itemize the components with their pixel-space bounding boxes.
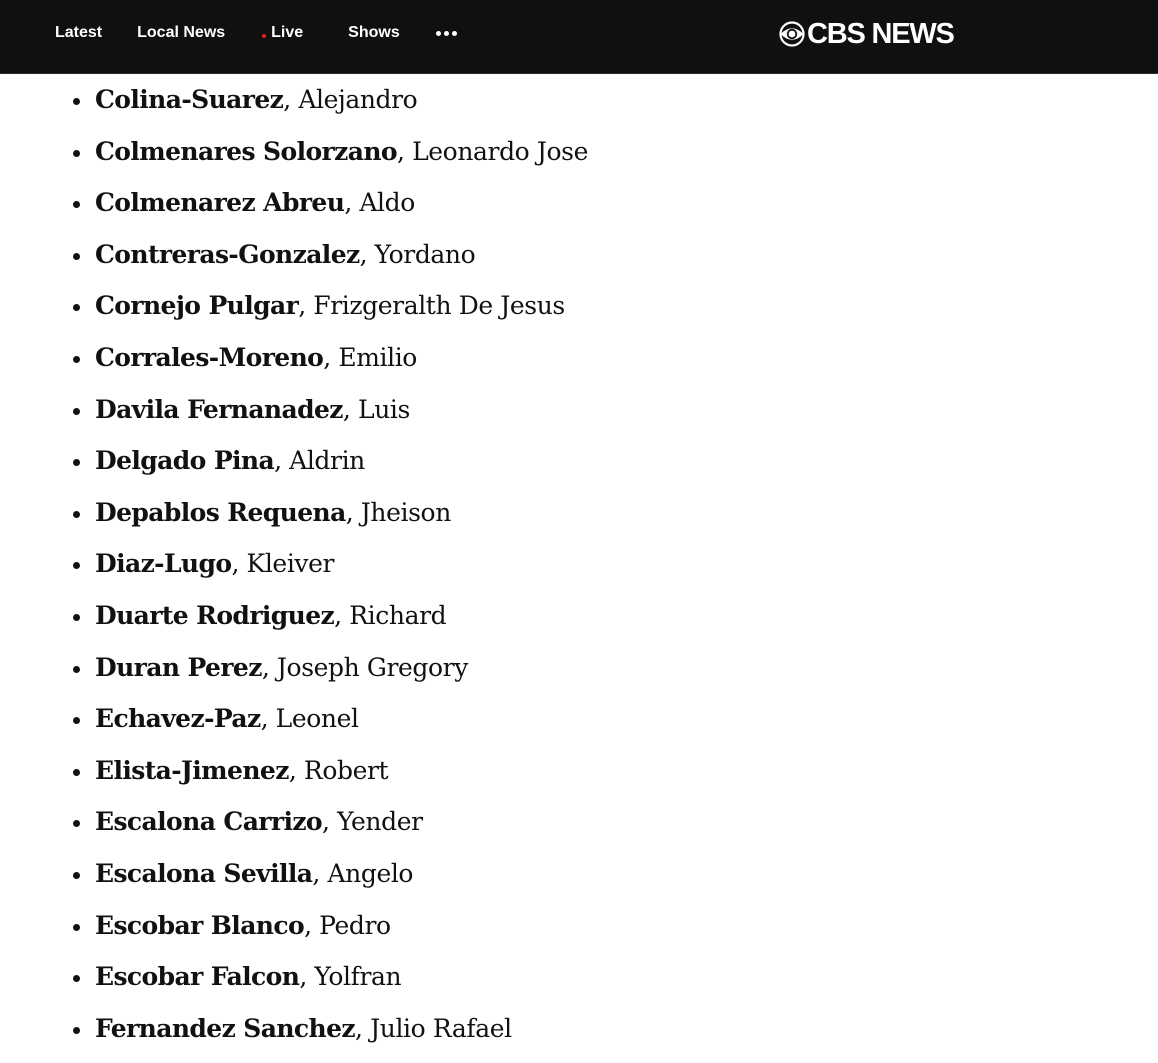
given-name: , Frizgeralth De Jesus [298, 291, 565, 321]
cbs-eye-icon [779, 21, 805, 47]
list-item [95, 341, 588, 393]
given-name: , Aldo [344, 188, 415, 218]
given-name: , Julio Rafael [355, 1013, 512, 1043]
list-item [95, 444, 588, 496]
list-item [95, 702, 588, 754]
given-name: , Richard [334, 600, 447, 630]
more-menu-icon[interactable] [436, 30, 457, 36]
list-item [95, 238, 588, 290]
list-item [95, 393, 588, 445]
nav-live[interactable] [262, 24, 303, 42]
nav-latest[interactable]: Latest [55, 24, 103, 41]
given-name: , Emilio [323, 342, 417, 372]
surname: Elista-Jimenez [95, 755, 289, 785]
given-name: , Yolfran [299, 962, 402, 992]
list-item [95, 135, 588, 187]
given-name: , Jheison [345, 497, 451, 527]
list-item [95, 186, 588, 238]
surname: Escobar Falcon [95, 962, 300, 992]
live-indicator-dot [262, 34, 266, 38]
surname: Escobar Blanco [95, 910, 305, 940]
given-name: , Leonel [260, 704, 359, 734]
list-item [95, 599, 588, 651]
list-item [95, 83, 588, 135]
surname: Colina-Suarez [95, 85, 284, 114]
surname: Colmenarez Abreu [95, 188, 345, 218]
surname: Contreras-Gonzalez [95, 239, 360, 269]
surname: Davila Fernanadez [95, 394, 343, 424]
given-name: , Joseph Gregory [261, 652, 468, 682]
list-item [95, 754, 588, 806]
surname: Echavez-Paz [95, 704, 261, 734]
list-item [95, 289, 588, 341]
given-name: , Robert [288, 755, 389, 785]
list-item [95, 805, 588, 857]
nav-live-label: Live [271, 24, 304, 41]
given-name: , Yordano [359, 239, 476, 269]
surname: Escalona Carrizo [95, 807, 323, 837]
cbs-news-logo[interactable] [779, 18, 954, 50]
given-name: , Angelo [312, 858, 414, 888]
list-item [95, 547, 588, 599]
nav-local-news[interactable]: Local News [137, 24, 226, 41]
list-item [95, 1012, 588, 1063]
logo-wordmark: CBS NEWS [807, 17, 954, 50]
list-item [95, 909, 588, 961]
deportee-name-list [95, 83, 588, 1063]
given-name: , Yender [322, 807, 423, 837]
list-item [95, 651, 588, 703]
surname: Colmenares Solorzano [95, 136, 397, 166]
list-item [95, 960, 588, 1012]
given-name: , Kleiver [231, 549, 335, 579]
surname: Escalona Sevilla [95, 858, 313, 888]
given-name: , Alejandro [283, 85, 418, 114]
given-name: , Aldrin [274, 446, 365, 476]
surname: Fernandez Sanchez [95, 1013, 356, 1043]
surname: Corrales-Moreno [95, 342, 324, 372]
nav-shows[interactable]: Shows [348, 24, 400, 41]
surname: Delgado Pina [95, 446, 275, 476]
top-navigation-bar [0, 0, 1158, 74]
surname: Depablos Requena [95, 497, 346, 527]
given-name: , Luis [342, 394, 410, 424]
surname: Duarte Rodriguez [95, 600, 335, 630]
given-name: , Leonardo Jose [396, 136, 588, 166]
given-name: , Pedro [304, 910, 391, 940]
main-nav [55, 0, 457, 66]
list-item [95, 857, 588, 909]
surname: Cornejo Pulgar [95, 291, 299, 321]
surname: Duran Perez [95, 652, 262, 682]
list-item [95, 496, 588, 548]
surname: Diaz-Lugo [95, 549, 232, 579]
